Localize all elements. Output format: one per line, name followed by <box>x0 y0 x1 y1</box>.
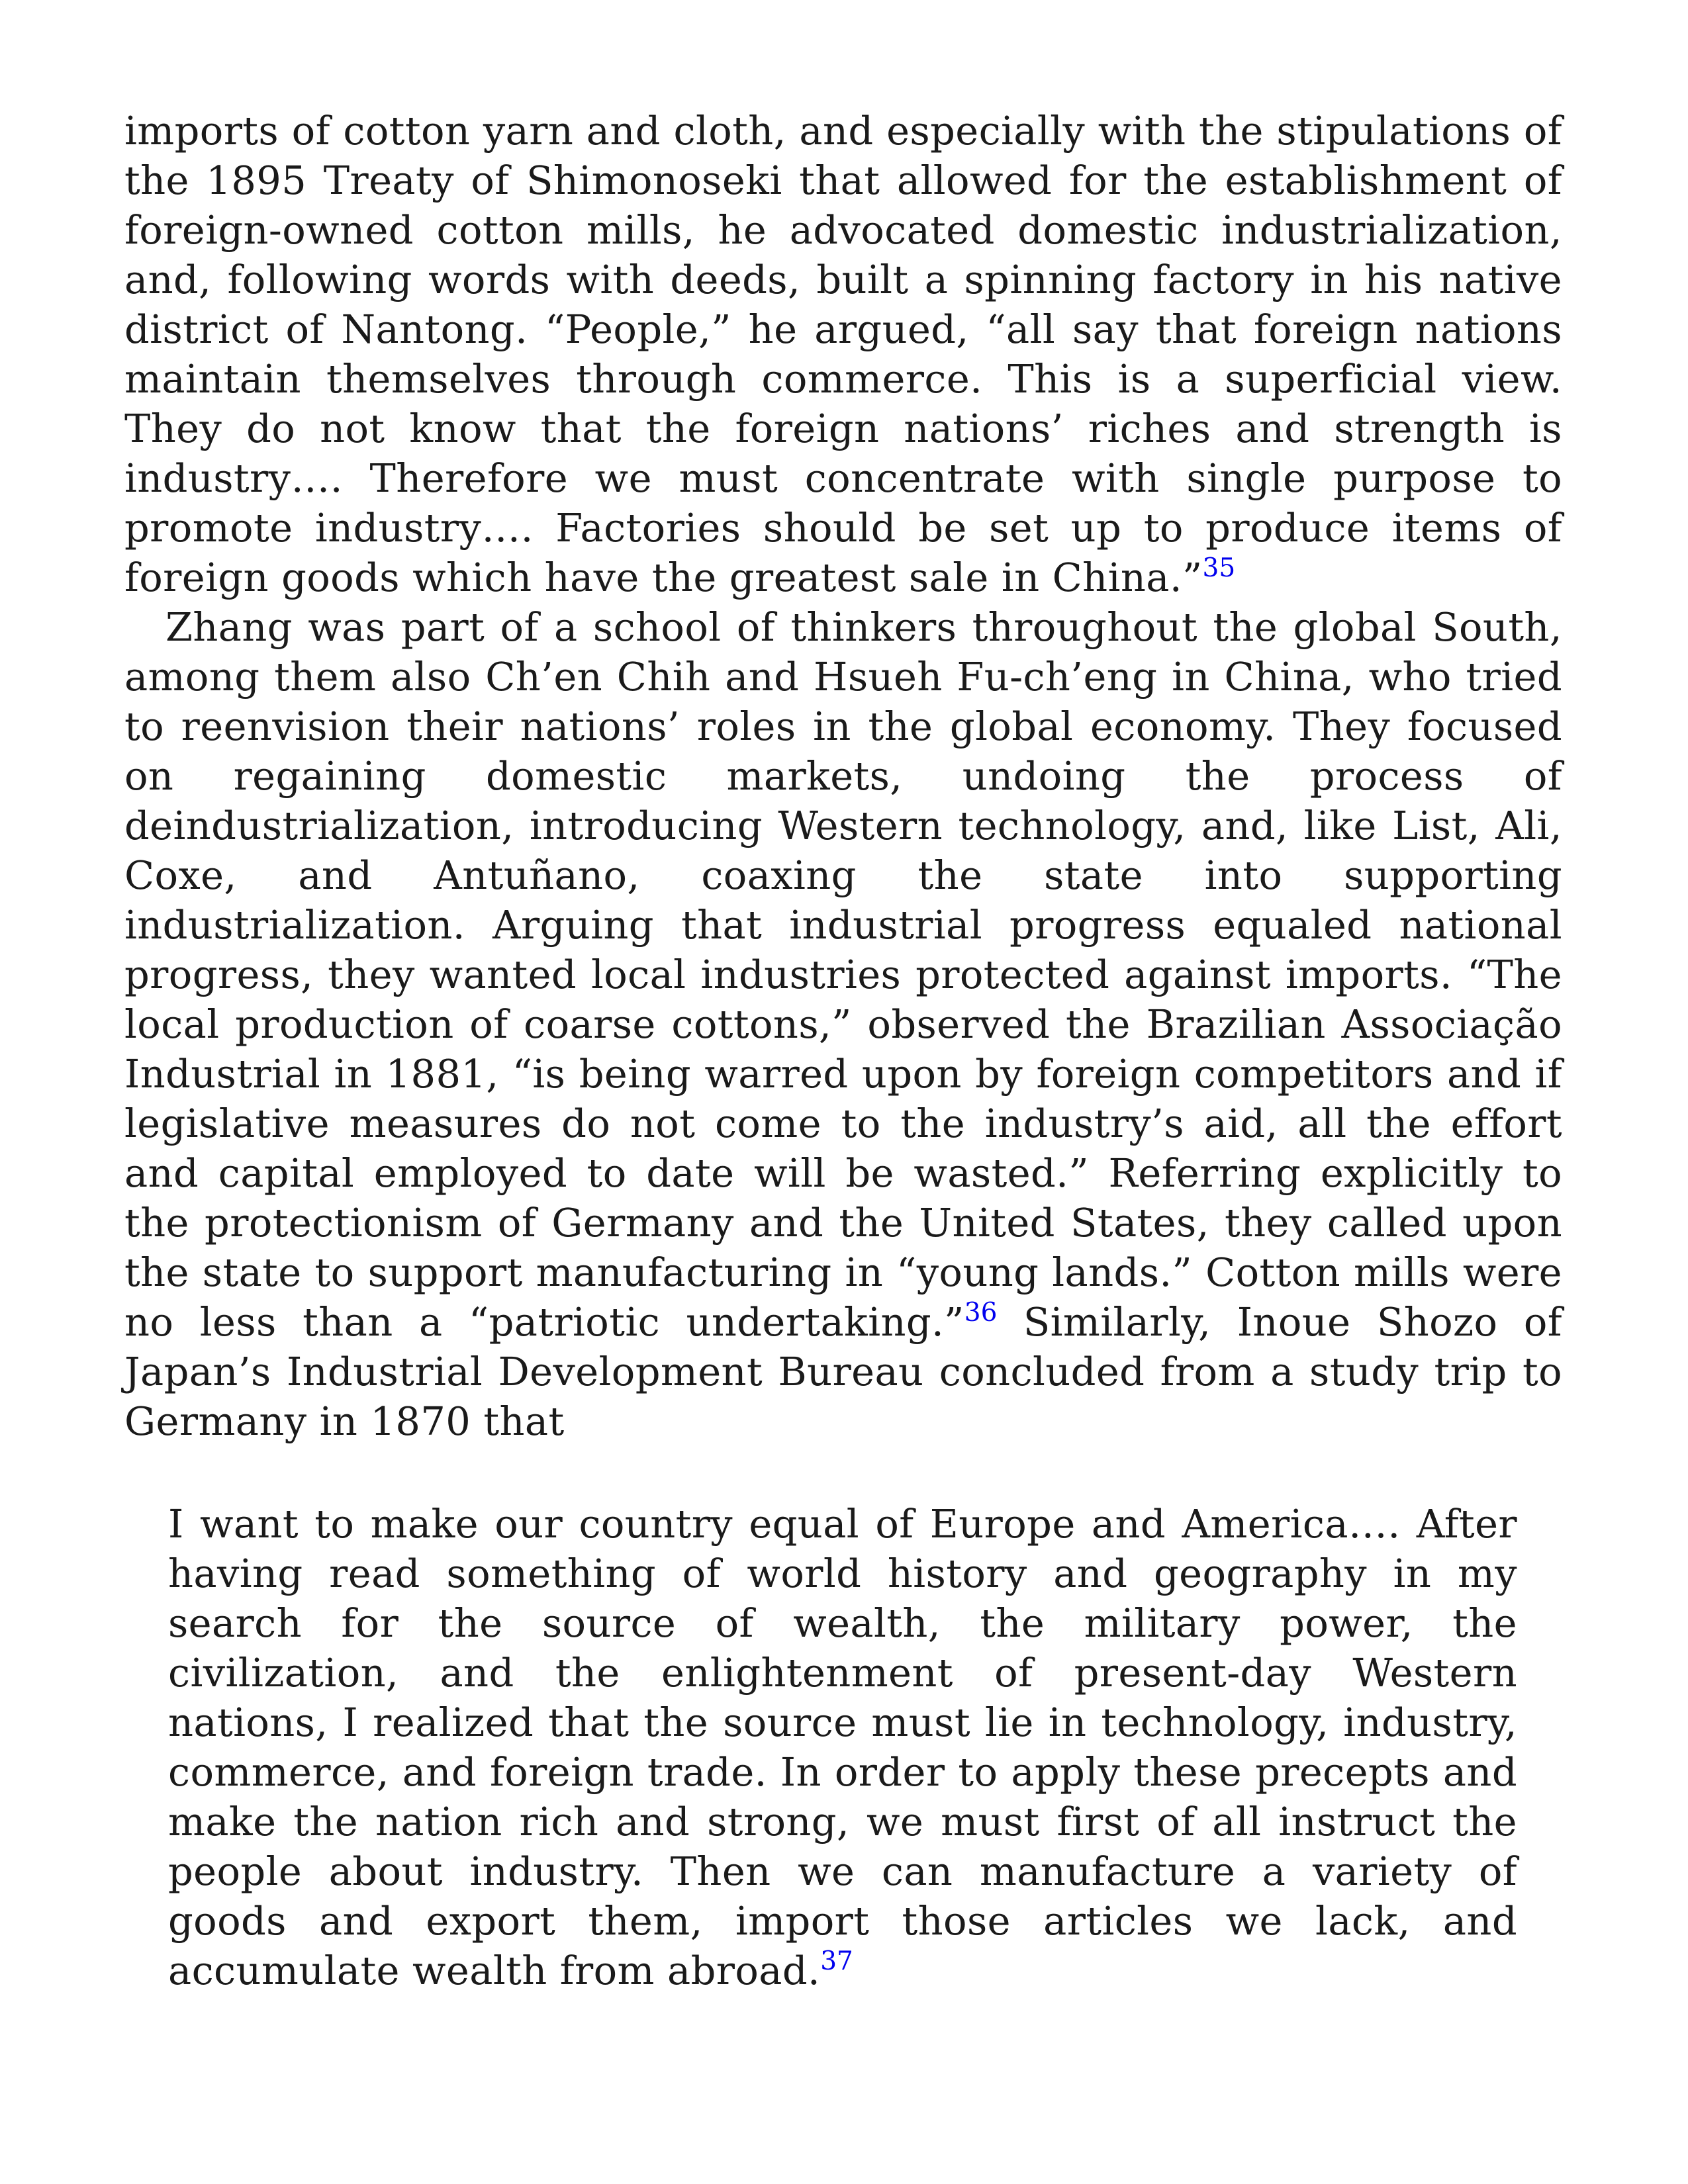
page-body <box>124 106 1562 1995</box>
paragraph-text: Zhang was part of a school of thinkers throughout the global South, among them also Ch’en Chih and Hsueh Fu-ch’eng in China, who tried to reenvision their nations’ roles in the global economy. They focused on regaining domestic markets, undoing the process of deindustrialization, introducing Western technology, and, like List, Ali, Coxe, and Antuñano, coaxing the state into supporting industrialization. Arguing that industrial progress equaled national progress, they wanted local industries protected against imports. “The local production of coarse cottons,” observed the Brazilian Associação Industrial in 1881, “is being warred upon by foreign competitors and if legislative measures do not come to the industry’s aid, all the effort and capital employed to date will be wasted.” Referring explicitly to the protectionism of Germany and the United States, they called upon the state to support manufacturing in “young lands.” Cotton mills were no less than a “patriotic undertaking.” <box>124 604 1562 1345</box>
footnote-link-36[interactable]: 36 <box>964 1298 998 1328</box>
body-paragraph <box>124 106 1562 602</box>
footnote-link-37[interactable]: 37 <box>820 1946 853 1976</box>
paragraph-text: imports of cotton yarn and cloth, and especially with the stipulations of the 1895 Treaty of Shimonoseki that allowed for the establishment of foreign-owned cotton mills, he advocated domestic industrialization, and, following words with deeds, built a spinning factory in his native district of Nantong. “People,” he argued, “all say that foreign nations maintain themselves through commerce. This is a superficial view. They do not know that the foreign nations’ riches and strength is industry…. Therefore we must concentrate with single purpose to promote industry…. Factories should be set up to produce items of foreign goods which have the greatest sale in China.” <box>124 108 1562 600</box>
paragraph-text-continued: Similarly, Inoue Shozo of Japan’s Industrial Development Bureau concluded from a study trip to Germany in 1870 that <box>124 1299 1562 1444</box>
body-paragraph <box>124 602 1562 1446</box>
quote-text: I want to make our country equal of Europe and America…. After having read something of world history and geography in my search for the source of wealth, the military power, the civilization, and the enlightenment of present-day Western nations, I realized that the source must lie in technology, industry, commerce, and foreign trade. In order to apply these precepts and make the nation rich and strong, we must first of all instruct the people about industry. Then we can manufacture a variety of goods and export them, import those articles we lack, and accumulate wealth from abroad. <box>168 1501 1517 1993</box>
block-quote <box>168 1499 1517 1995</box>
footnote-link-35[interactable]: 35 <box>1202 553 1236 583</box>
